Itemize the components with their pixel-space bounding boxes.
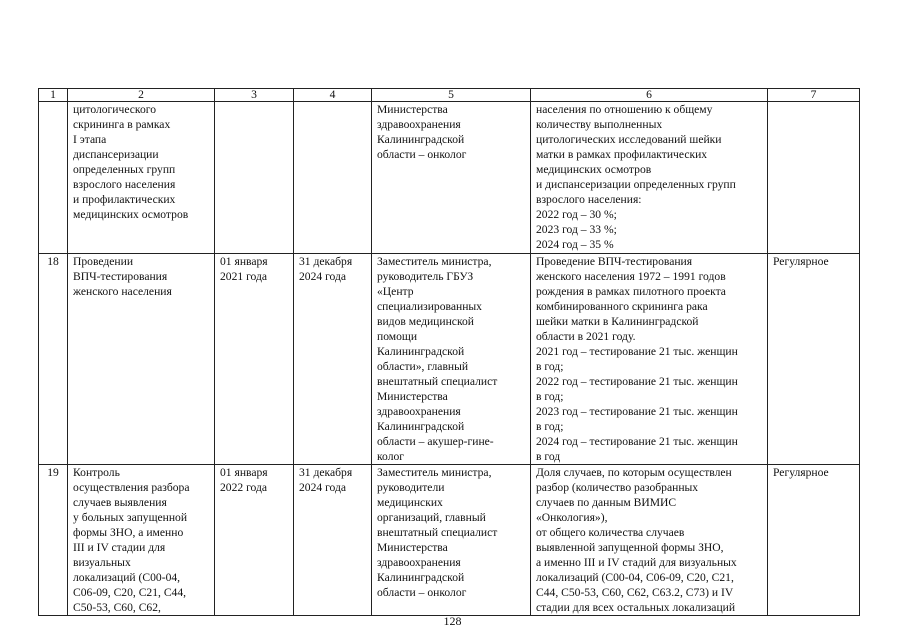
cell-line: Контроль <box>73 466 120 479</box>
cell-line: медицинских осмотров <box>73 208 189 221</box>
cell-line: 2021 года <box>220 270 268 283</box>
cell-line: ВПЧ-тестирования <box>73 270 168 283</box>
cell-line: в год; <box>536 360 564 373</box>
cell-line: С50-53, С60, С62, <box>73 601 161 614</box>
page-number: 128 <box>443 614 462 628</box>
cell-line: Министерства <box>377 103 448 116</box>
cell-line: 01 января <box>220 466 268 479</box>
col-header-2: 2 <box>68 89 215 102</box>
cell-line: Калининградской <box>377 133 465 146</box>
cell-line: помощи <box>377 330 418 343</box>
cell-line: разбор (количество разобранных <box>536 481 699 494</box>
responsible-cell <box>372 254 531 465</box>
cell-line: цитологических исследований шейки <box>536 133 722 146</box>
cell-line: С06-09, С20, С21, С44, <box>73 586 187 599</box>
row-number: 18 <box>39 254 68 465</box>
cell-line: стадии для всех остальных локализаций <box>536 601 736 614</box>
cell-line: определенных групп <box>73 163 176 176</box>
cell-line: 2021 год – тестирование 21 тыс. женщин <box>536 345 738 358</box>
col-header-5: 5 <box>372 89 531 102</box>
type-cell <box>768 102 860 254</box>
cell-line: количеству выполненных <box>536 118 663 131</box>
cell-line: и диспансеризации определенных групп <box>536 178 736 191</box>
table-row <box>39 254 860 465</box>
event-cell <box>68 465 215 616</box>
cell-line: 2022 года <box>220 481 268 494</box>
cell-line: 31 декабря <box>299 255 353 268</box>
cell-line: 31 декабря <box>299 466 353 479</box>
row-number <box>39 102 68 254</box>
cell-line: в год; <box>536 420 564 433</box>
col-header-4: 4 <box>294 89 372 102</box>
cell-line: Проведение ВПЧ-тестирования <box>536 255 693 268</box>
cell-line: диспансеризации <box>73 148 159 161</box>
cell-line: 2023 год – 33 %; <box>536 223 617 236</box>
header-row <box>39 89 860 102</box>
cell-line: локализаций (С00-04, С06-09, С20, С21, <box>536 571 734 584</box>
start-date-cell <box>215 102 294 254</box>
cell-line: случаев по данным ВИМИС <box>536 496 677 509</box>
cell-line: формы ЗНО, а именно <box>73 526 184 539</box>
row-number: 19 <box>39 465 68 616</box>
cell-line: Заместитель министра, <box>377 255 492 268</box>
cell-line: «Центр <box>377 285 414 298</box>
cell-line: случаев выявления <box>73 496 167 509</box>
type-cell <box>768 465 860 616</box>
col-header-3: 3 <box>215 89 294 102</box>
cell-line: от общего количества случаев <box>536 526 685 539</box>
event-cell <box>68 102 215 254</box>
responsible-cell <box>372 102 531 254</box>
cell-line: скрининга в рамках <box>73 118 171 131</box>
cell-line: III и IV стадии для <box>73 541 166 554</box>
cell-line: организаций, главный <box>377 511 486 524</box>
cell-line: 2022 год – 30 %; <box>536 208 617 221</box>
cell-line: области в 2021 году. <box>536 330 636 343</box>
table-row <box>39 465 860 616</box>
col-header-7: 7 <box>768 89 860 102</box>
cell-line: комбинированного скрининга рака <box>536 300 708 313</box>
cell-line: медицинских <box>377 496 443 509</box>
cell-line: локализаций (С00-04, <box>73 571 181 584</box>
cell-line: области – онколог <box>377 586 467 599</box>
cell-line: населения по отношению к общему <box>536 103 713 116</box>
cell-line: Министерства <box>377 541 448 554</box>
cell-line: 2022 год – тестирование 21 тыс. женщин <box>536 375 738 388</box>
events-table <box>38 88 860 616</box>
end-date-cell <box>294 102 372 254</box>
cell-line: руководитель ГБУЗ <box>377 270 474 283</box>
cell-line: взрослого населения: <box>536 193 642 206</box>
col-header-1: 1 <box>39 89 68 102</box>
cell-line: 2024 года <box>299 270 347 283</box>
cell-line: цитологического <box>73 103 157 116</box>
cell-line: шейки матки в Калининградской <box>536 315 699 328</box>
cell-line: внештатный специалист <box>377 526 498 539</box>
cell-line: внештатный специалист <box>377 375 498 388</box>
cell-line: видов медицинской <box>377 315 474 328</box>
cell-line: С44, С50-53, С60, С62, С63.2, С73) и IV <box>536 586 734 599</box>
end-date-cell <box>294 254 372 465</box>
cell-line: в год <box>536 450 561 463</box>
cell-line: рождения в рамках пилотного проекта <box>536 285 726 298</box>
cell-line: выявленной запущенной формы ЗНО, <box>536 541 724 554</box>
cell-line: специализированных <box>377 300 482 313</box>
col-header-6: 6 <box>531 89 768 102</box>
cell-line: колог <box>377 450 405 463</box>
cell-line: женского населения <box>73 285 172 298</box>
start-date-cell <box>215 465 294 616</box>
end-date-cell <box>294 465 372 616</box>
cell-line: Заместитель министра, <box>377 466 492 479</box>
start-date-cell <box>215 254 294 465</box>
type-cell <box>768 254 860 465</box>
event-cell <box>68 254 215 465</box>
cell-line: 2024 год – тестирование 21 тыс. женщин <box>536 435 738 448</box>
table-row <box>39 102 860 254</box>
cell-line: осуществления разбора <box>73 481 190 494</box>
cell-line: Доля случаев, по которым осуществлен <box>536 466 732 479</box>
result-cell <box>531 465 768 616</box>
cell-line: взрослого населения <box>73 178 176 191</box>
cell-line: Калининградской <box>377 345 465 358</box>
cell-line: 01 января <box>220 255 268 268</box>
cell-line: женского населения 1972 – 1991 годов <box>536 270 726 283</box>
cell-line: области – акушер-гине- <box>377 435 494 448</box>
cell-line: руководители <box>377 481 445 494</box>
cell-line: и профилактических <box>73 193 176 206</box>
cell-line: визуальных <box>73 556 131 569</box>
cell-line: Регулярное <box>773 255 829 268</box>
cell-line: 2023 год – тестирование 21 тыс. женщин <box>536 405 738 418</box>
cell-line: 2024 год – 35 % <box>536 238 614 251</box>
responsible-cell <box>372 465 531 616</box>
cell-line: Проведении <box>73 255 134 268</box>
cell-line: матки в рамках профилактических <box>536 148 708 161</box>
cell-line: I этапа <box>73 133 107 146</box>
cell-line: здравоохранения <box>377 405 461 418</box>
cell-line: «Онкология»), <box>536 511 608 524</box>
cell-line: Калининградской <box>377 571 465 584</box>
cell-line: у больных запущенной <box>73 511 188 524</box>
result-cell <box>531 102 768 254</box>
cell-line: области – онколог <box>377 148 467 161</box>
result-cell <box>531 254 768 465</box>
cell-line: Калининградской <box>377 420 465 433</box>
cell-line: Регулярное <box>773 466 829 479</box>
cell-line: медицинских осмотров <box>536 163 652 176</box>
cell-line: 2024 года <box>299 481 347 494</box>
cell-line: Министерства <box>377 390 448 403</box>
cell-line: в год; <box>536 390 564 403</box>
document-page <box>38 88 859 616</box>
cell-line: а именно III и IV стадий для визуальных <box>536 556 737 569</box>
cell-line: области», главный <box>377 360 469 373</box>
cell-line: здравоохранения <box>377 556 461 569</box>
cell-line: здравоохранения <box>377 118 461 131</box>
